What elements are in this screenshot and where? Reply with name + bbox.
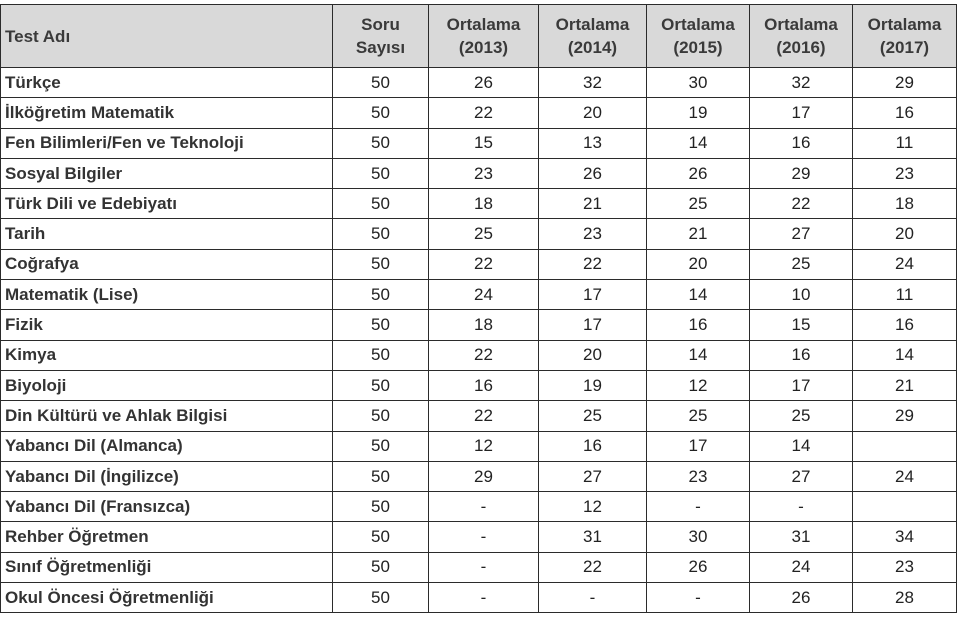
table-row — [1, 128, 957, 158]
table-cell: 14 — [853, 340, 957, 370]
table-cell: 11 — [853, 128, 957, 158]
table-cell: 29 — [750, 158, 853, 188]
row-label: Sınıf Öğretmenliği — [1, 552, 333, 582]
table-cell: 12 — [539, 492, 647, 522]
table-cell: 25 — [647, 189, 750, 219]
table-cell: 50 — [333, 583, 429, 613]
column-header-4 — [647, 5, 750, 68]
table-cell: 31 — [750, 522, 853, 552]
table-cell: 50 — [333, 370, 429, 400]
column-header-line2: (2014) — [567, 38, 618, 57]
table-cell: 22 — [750, 189, 853, 219]
table-cell: 12 — [647, 370, 750, 400]
table-row — [1, 552, 957, 582]
table-cell: - — [429, 583, 539, 613]
table-cell: 26 — [750, 583, 853, 613]
table-cell: 20 — [539, 340, 647, 370]
column-header-line1: Ortalama — [446, 15, 521, 34]
table-row — [1, 98, 957, 128]
table-cell: 25 — [750, 401, 853, 431]
row-label: Biyoloji — [1, 370, 333, 400]
table-row — [1, 401, 957, 431]
row-label: Fen Bilimleri/Fen ve Teknoloji — [1, 128, 333, 158]
row-label: Türkçe — [1, 68, 333, 98]
table-cell: 24 — [750, 552, 853, 582]
table-cell: 50 — [333, 340, 429, 370]
table-cell: 18 — [853, 189, 957, 219]
table-row — [1, 189, 957, 219]
table-row — [1, 158, 957, 188]
row-label: Rehber Öğretmen — [1, 522, 333, 552]
table-cell: 22 — [429, 340, 539, 370]
table-cell: 16 — [750, 128, 853, 158]
table-cell: - — [429, 492, 539, 522]
table-cell: 27 — [539, 461, 647, 491]
column-header-line2: (2013) — [458, 38, 509, 57]
row-label: Tarih — [1, 219, 333, 249]
table-cell: 26 — [539, 158, 647, 188]
row-label: Yabancı Dil (Fransızca) — [1, 492, 333, 522]
table-cell: 24 — [429, 280, 539, 310]
table-cell: 25 — [647, 401, 750, 431]
table-cell: 25 — [429, 219, 539, 249]
table-cell: 15 — [429, 128, 539, 158]
table-cell: 16 — [750, 340, 853, 370]
table-cell: 18 — [429, 189, 539, 219]
row-label: Yabancı Dil (Almanca) — [1, 431, 333, 461]
table-cell: 17 — [750, 98, 853, 128]
table-cell: 23 — [429, 158, 539, 188]
table-cell: 16 — [853, 310, 957, 340]
table-cell: 50 — [333, 461, 429, 491]
table-cell: 23 — [853, 552, 957, 582]
table-cell: 26 — [647, 552, 750, 582]
table-cell: 19 — [647, 98, 750, 128]
table-cell: 16 — [647, 310, 750, 340]
table-row — [1, 522, 957, 552]
table-cell: 27 — [750, 219, 853, 249]
table-cell: 21 — [647, 219, 750, 249]
scores-table-wrapper — [0, 4, 956, 613]
table-cell: 17 — [750, 370, 853, 400]
table-cell: 17 — [539, 310, 647, 340]
table-cell: 11 — [853, 280, 957, 310]
table-cell: 22 — [429, 98, 539, 128]
table-cell: 32 — [539, 68, 647, 98]
table-cell: 10 — [750, 280, 853, 310]
table-row — [1, 492, 957, 522]
table-cell: 22 — [539, 552, 647, 582]
table-cell: 13 — [539, 128, 647, 158]
table-cell: 24 — [853, 461, 957, 491]
table-cell: 20 — [539, 98, 647, 128]
table-row — [1, 68, 957, 98]
row-label: Okul Öncesi Öğretmenliği — [1, 583, 333, 613]
table-row — [1, 431, 957, 461]
table-cell: 14 — [647, 128, 750, 158]
row-label: Kimya — [1, 340, 333, 370]
column-header-line2: (2017) — [879, 38, 930, 57]
row-label: Sosyal Bilgiler — [1, 158, 333, 188]
table-cell: 50 — [333, 98, 429, 128]
table-cell: 16 — [853, 98, 957, 128]
row-label: Din Kültürü ve Ahlak Bilgisi — [1, 401, 333, 431]
table-cell: 50 — [333, 249, 429, 279]
column-header-0 — [1, 5, 333, 68]
column-header-line1: Ortalama — [764, 15, 838, 34]
table-cell: 28 — [853, 583, 957, 613]
table-cell: 22 — [429, 249, 539, 279]
table-row — [1, 249, 957, 279]
table-cell: 27 — [750, 461, 853, 491]
table-cell: 31 — [539, 522, 647, 552]
table-cell: 30 — [647, 522, 750, 552]
column-header-6 — [853, 5, 957, 68]
table-cell: 22 — [539, 249, 647, 279]
column-header-line2: (2016) — [776, 38, 826, 57]
table-cell: 50 — [333, 280, 429, 310]
table-cell: 50 — [333, 158, 429, 188]
table-cell: 50 — [333, 128, 429, 158]
scores-table — [0, 4, 957, 613]
table-cell: 25 — [539, 401, 647, 431]
column-header-line1: Test Adı — [5, 26, 71, 46]
table-cell: 50 — [333, 522, 429, 552]
column-header-line2: (2015) — [673, 38, 723, 57]
table-cell: 50 — [333, 189, 429, 219]
header-row — [1, 5, 957, 68]
table-cell: 26 — [647, 158, 750, 188]
table-cell: 20 — [647, 249, 750, 279]
table-cell: 50 — [333, 68, 429, 98]
table-row — [1, 219, 957, 249]
row-label: Türk Dili ve Edebiyatı — [1, 189, 333, 219]
column-header-line1: Ortalama — [555, 15, 630, 34]
table-cell: 50 — [333, 431, 429, 461]
table-cell: 15 — [750, 310, 853, 340]
table-cell: - — [539, 583, 647, 613]
table-cell: 14 — [647, 280, 750, 310]
table-cell — [853, 492, 957, 522]
table-row — [1, 340, 957, 370]
column-header-line1: Soru — [361, 15, 400, 34]
table-cell: 29 — [853, 401, 957, 431]
column-header-3 — [539, 5, 647, 68]
table-row — [1, 280, 957, 310]
table-body — [1, 68, 957, 613]
table-cell: 34 — [853, 522, 957, 552]
table-cell — [853, 431, 957, 461]
table-cell: 18 — [429, 310, 539, 340]
table-cell: 24 — [853, 249, 957, 279]
table-cell: 32 — [750, 68, 853, 98]
table-row — [1, 370, 957, 400]
table-cell: 50 — [333, 552, 429, 582]
column-header-line2: Sayısı — [355, 38, 406, 57]
table-cell: 50 — [333, 219, 429, 249]
table-cell: 29 — [429, 461, 539, 491]
table-cell: 16 — [539, 431, 647, 461]
table-cell: 20 — [853, 219, 957, 249]
table-cell: - — [647, 492, 750, 522]
table-cell: 17 — [539, 280, 647, 310]
row-label: İlköğretim Matematik — [1, 98, 333, 128]
table-cell: 23 — [539, 219, 647, 249]
table-cell: - — [429, 552, 539, 582]
table-cell: 16 — [429, 370, 539, 400]
row-label: Yabancı Dil (İngilizce) — [1, 461, 333, 491]
table-cell: 25 — [750, 249, 853, 279]
column-header-line1: Ortalama — [661, 15, 735, 34]
row-label: Matematik (Lise) — [1, 280, 333, 310]
table-cell: 50 — [333, 310, 429, 340]
table-row — [1, 583, 957, 613]
table-cell: - — [647, 583, 750, 613]
table-cell: 17 — [647, 431, 750, 461]
table-row — [1, 461, 957, 491]
column-header-line1: Ortalama — [867, 15, 942, 34]
table-cell: - — [429, 522, 539, 552]
table-cell: 12 — [429, 431, 539, 461]
table-cell: 22 — [429, 401, 539, 431]
table-cell: 50 — [333, 492, 429, 522]
table-cell: 21 — [853, 370, 957, 400]
table-cell: 26 — [429, 68, 539, 98]
table-cell: 29 — [853, 68, 957, 98]
table-cell: - — [750, 492, 853, 522]
column-header-2 — [429, 5, 539, 68]
table-cell: 23 — [853, 158, 957, 188]
row-label: Fizik — [1, 310, 333, 340]
table-cell: 14 — [647, 340, 750, 370]
column-header-5 — [750, 5, 853, 68]
table-cell: 23 — [647, 461, 750, 491]
table-row — [1, 310, 957, 340]
column-header-1 — [333, 5, 429, 68]
table-cell: 50 — [333, 401, 429, 431]
table-cell: 14 — [750, 431, 853, 461]
row-label: Coğrafya — [1, 249, 333, 279]
table-cell: 19 — [539, 370, 647, 400]
table-cell: 30 — [647, 68, 750, 98]
table-cell: 21 — [539, 189, 647, 219]
